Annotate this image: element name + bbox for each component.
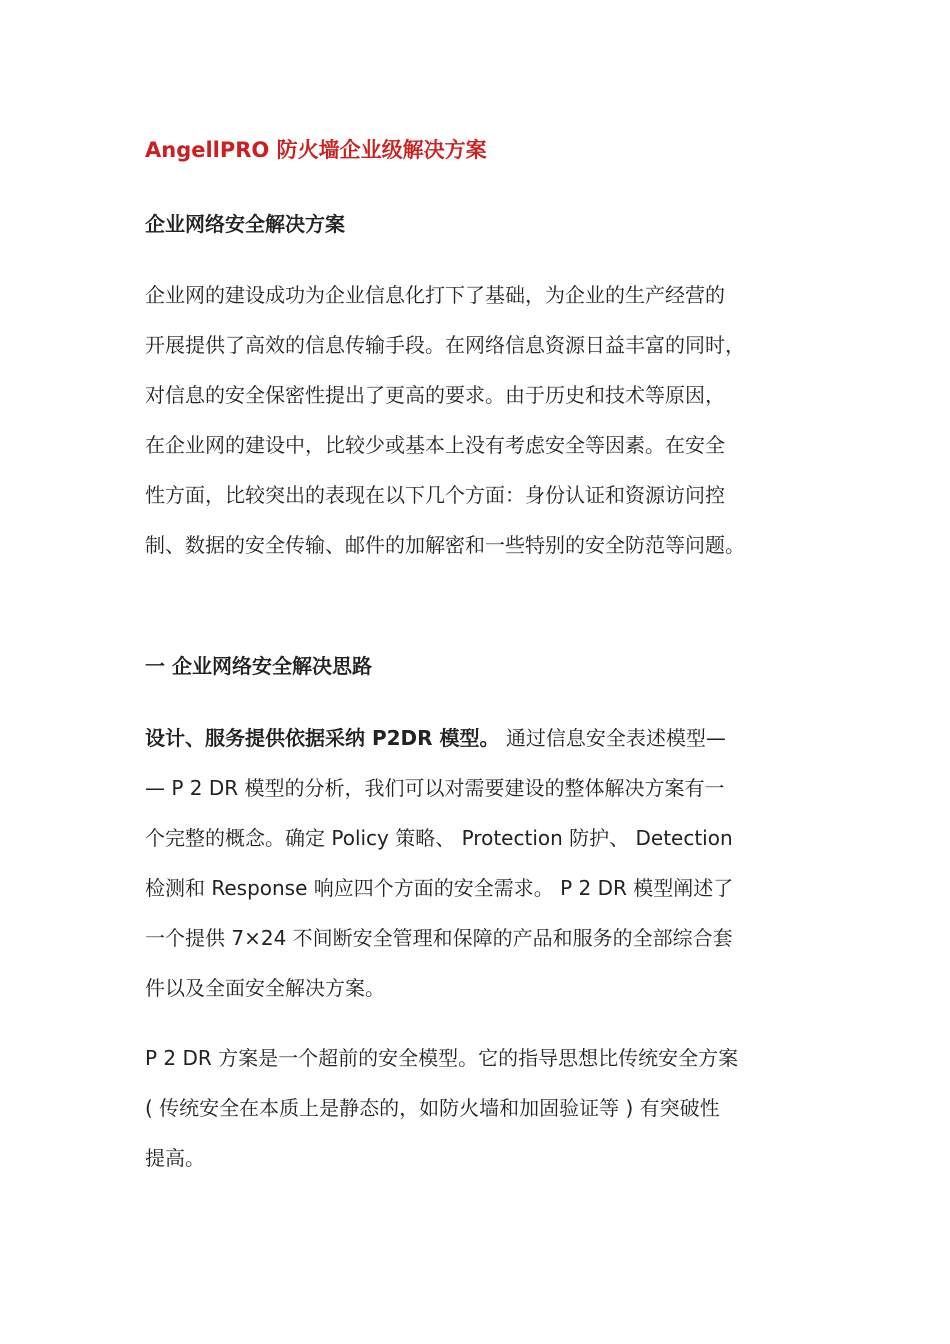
document-title: AngellPRO 防火墙企业级解决方案 <box>145 138 487 162</box>
paragraph-line: 检测和 Response 响应四个方面的安全需求。 P 2 DR 模型阐述了 <box>145 876 734 900</box>
document-subtitle: 企业网络安全解决方案 <box>145 212 345 236</box>
paragraph-line: 性方面，比较突出的表现在以下几个方面：身份认证和资源访问控 <box>145 483 725 507</box>
paragraph-line: P 2 DR 方案是一个超前的安全模型。它的指导思想比传统安全方案 <box>145 1046 739 1070</box>
paragraph-line: 企业网的建设成功为企业信息化打下了基础，为企业的生产经营的 <box>145 283 725 307</box>
section-heading: 一 企业网络安全解决思路 <box>145 654 372 678</box>
paragraph-line: ( 传统安全在本质上是静态的，如防火墙和加固验证等 ) 有突破性 <box>145 1096 720 1120</box>
paragraph-line: 开展提供了高效的信息传输手段。在网络信息资源日益丰富的同时， <box>145 333 745 357</box>
paragraph-line: — P 2 DR 模型的分析，我们可以对需要建设的整体解决方案有一 <box>145 776 725 800</box>
paragraph-line: 制、数据的安全传输、邮件的加解密和一些特别的安全防范等问题。 <box>145 533 745 557</box>
paragraph-line: 在企业网的建设中，比较少或基本上没有考虑安全等因素。在安全 <box>145 433 725 457</box>
paragraph-line: 对信息的安全保密性提出了更高的要求。由于历史和技术等原因， <box>145 383 725 407</box>
paragraph-lead: 设计、服务提供依据采纳 P2DR 模型。 <box>145 726 500 750</box>
paragraph-line <box>145 713 810 763</box>
paragraph-line-text: 通过信息安全表述模型— <box>499 726 726 750</box>
paragraph-line: 一个提供 7×24 不间断安全管理和保障的产品和服务的全部综合套 <box>145 926 733 950</box>
paragraph-line: 提高。 <box>145 1146 205 1170</box>
paragraph-line: 个完整的概念。确定 Policy 策略、 Protection 防护、 Detection <box>145 826 733 850</box>
section-paragraph-2 <box>145 1033 810 1183</box>
section-paragraph <box>145 713 810 1013</box>
paragraph-line: 件以及全面安全解决方案。 <box>145 976 385 1000</box>
intro-paragraph <box>145 270 810 570</box>
